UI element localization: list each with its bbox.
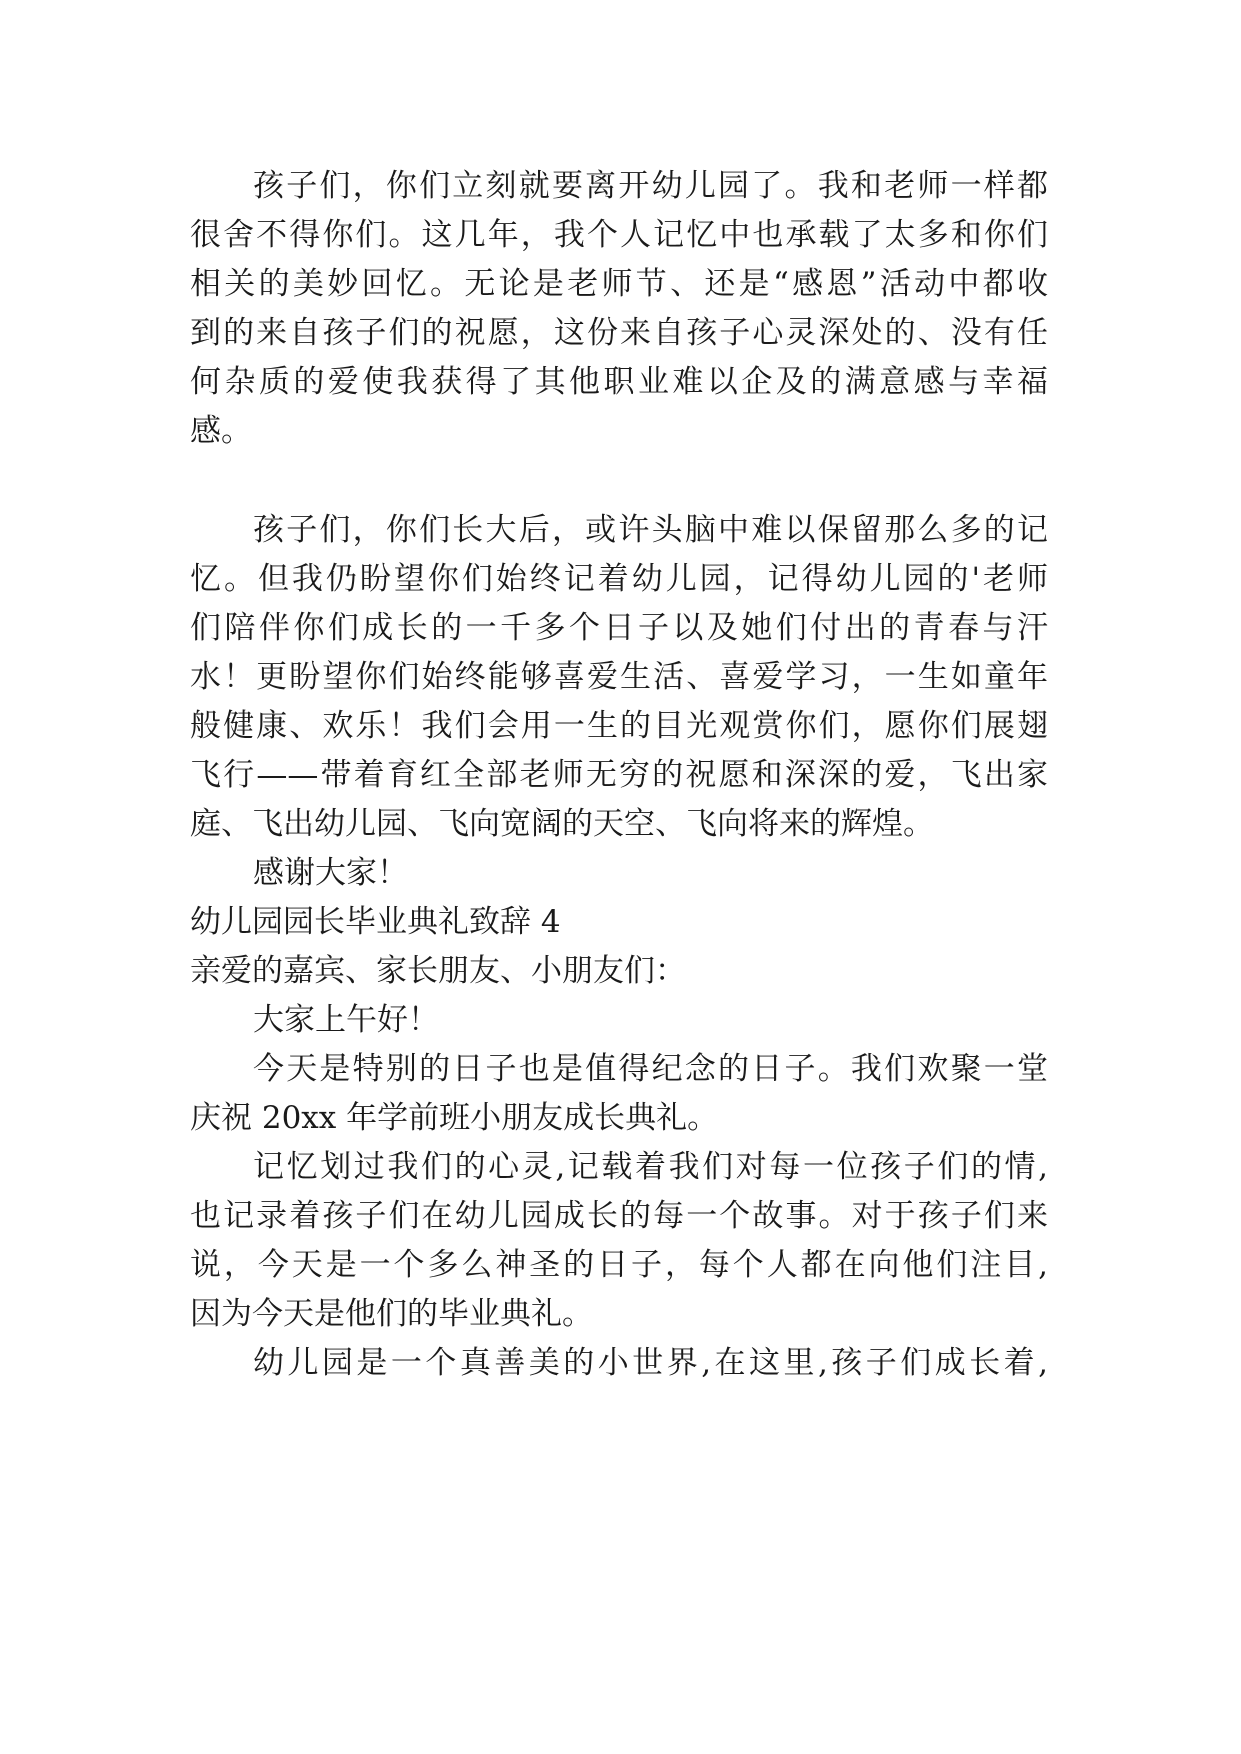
paragraph-line: 感谢大家！ [253, 855, 408, 891]
paragraph-line: 感。 [190, 413, 252, 449]
paragraph-line: 孩子们，你们长大后，或许头脑中难以保留那么多的记 [253, 512, 1048, 548]
greeting: 大家上午好！ [253, 1002, 439, 1038]
paragraph-line: 水！更盼望你们始终能够喜爱生活、喜爱学习，一生如童年 [190, 659, 1048, 695]
paragraph-line: 很舍不得你们。这几年，我个人记忆中也承载了太多和你们 [190, 217, 1048, 253]
paragraph-line: 飞行——带着育红全部老师无穷的祝愿和深深的爱，飞出家 [190, 757, 1048, 793]
paragraph-line: 幼儿园是一个真善美的小世界,在这里,孩子们成长着, [253, 1345, 1048, 1381]
paragraph-line: 庭、飞出幼儿园、飞向宽阔的天空、飞向将来的辉煌。 [190, 806, 934, 842]
paragraph-line: 庆祝 20xx 年学前班小朋友成长典礼。 [190, 1100, 719, 1136]
paragraph-line: 也记录着孩子们在幼儿园成长的每一个故事。对于孩子们来 [190, 1198, 1048, 1234]
paragraph-line: 记忆划过我们的心灵,记载着我们对每一位孩子们的情, [253, 1149, 1048, 1185]
paragraph-line: 般健康、欢乐！我们会用一生的目光观赏你们，愿你们展翅 [190, 708, 1048, 744]
paragraph-line: 因为今天是他们的毕业典礼。 [190, 1296, 593, 1332]
salutation: 亲爱的嘉宾、家长朋友、小朋友们： [190, 953, 686, 989]
paragraph-line: 孩子们，你们立刻就要离开幼儿园了。我和老师一样都 [253, 168, 1048, 204]
paragraph-line: 今天是特别的日子也是值得纪念的日子。我们欢聚一堂 [253, 1051, 1048, 1087]
paragraph-line: 相关的美妙回忆。无论是老师节、还是“感恩”活动中都收 [190, 266, 1048, 302]
paragraph-line: 忆。但我仍盼望你们始终记着幼儿园，记得幼儿园的'老师 [190, 561, 1048, 597]
paragraph-line: 到的来自孩子们的祝愿，这份来自孩子心灵深处的、没有任 [190, 315, 1048, 351]
section-heading: 幼儿园园长毕业典礼致辞 4 [190, 904, 561, 940]
paragraph-line: 何杂质的爱使我获得了其他职业难以企及的满意感与幸福 [190, 364, 1048, 400]
paragraph-line: 们陪伴你们成长的一千多个日子以及她们付出的青春与汗 [190, 610, 1048, 646]
paragraph-line: 说，今天是一个多么神圣的日子，每个人都在向他们注目, [190, 1247, 1048, 1283]
